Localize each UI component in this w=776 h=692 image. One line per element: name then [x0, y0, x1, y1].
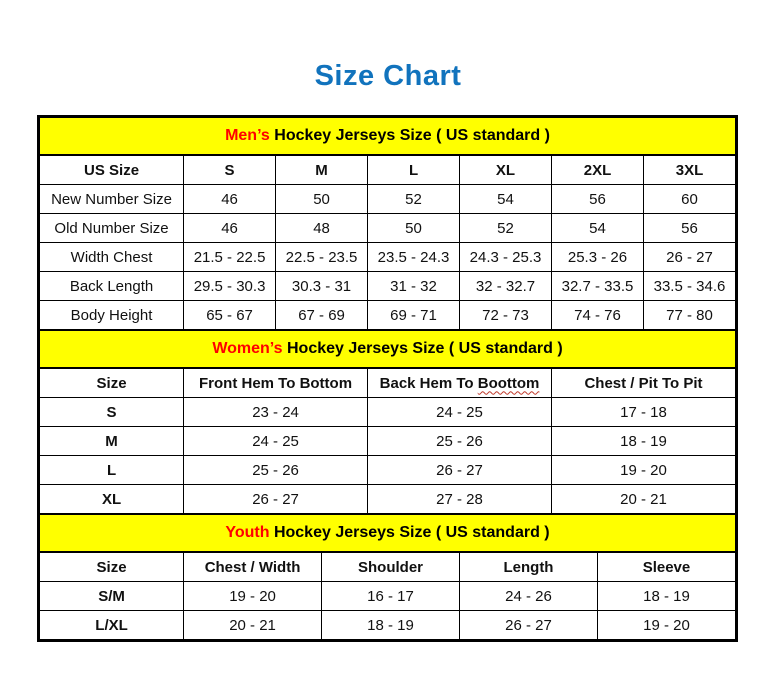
mens-cell-r0-c5: 60 — [643, 185, 735, 214]
mens-cell-r3-c1: 30.3 - 31 — [276, 272, 368, 301]
womens-cell-r1-c0: 24 - 25 — [184, 427, 368, 456]
mens-cell-r4-c4: 74 - 76 — [552, 301, 644, 330]
youth-row-label-0: S/M — [40, 582, 184, 611]
mens-cell-r1-c0: 46 — [184, 214, 276, 243]
youth-cell-r0-c3: 18 - 19 — [597, 582, 735, 611]
mens-cell-r3-c3: 32 - 32.7 — [460, 272, 552, 301]
youth-section-title-rest: Hockey Jerseys Size ( US standard ) — [269, 524, 550, 541]
mens-table-row-3 — [40, 272, 736, 301]
mens-column-header-6: 3XL — [643, 155, 735, 185]
youth-table-row-1 — [40, 611, 736, 640]
youth-cell-r0-c0: 19 - 20 — [184, 582, 322, 611]
womens-section-title-rest: Hockey Jerseys Size ( US standard ) — [282, 340, 563, 357]
size-chart-container — [37, 115, 738, 642]
youth-column-header-0: Size — [40, 552, 184, 582]
mens-column-header-1: S — [184, 155, 276, 185]
mens-column-header-2: M — [276, 155, 368, 185]
womens-column-header-1: Front Hem To Bottom — [184, 368, 368, 398]
mens-row-label-4: Body Height — [40, 301, 184, 330]
mens-cell-r2-c4: 25.3 - 26 — [552, 243, 644, 272]
womens-row-label-2: L — [40, 456, 184, 485]
mens-cell-r4-c5: 77 - 80 — [643, 301, 735, 330]
womens-table-row-3 — [40, 485, 736, 514]
youth-cell-r1-c2: 26 - 27 — [460, 611, 598, 640]
mens-row-label-0: New Number Size — [40, 185, 184, 214]
mens-column-header-3: L — [368, 155, 460, 185]
womens-cell-r0-c2: 17 - 18 — [552, 398, 736, 427]
mens-cell-r3-c5: 33.5 - 34.6 — [643, 272, 735, 301]
youth-header-row — [40, 552, 736, 582]
mens-cell-r3-c2: 31 - 32 — [368, 272, 460, 301]
womens-section-title-highlight: Women’s — [212, 340, 283, 357]
womens-cell-r3-c0: 26 - 27 — [184, 485, 368, 514]
womens-cell-r1-c1: 25 - 26 — [368, 427, 552, 456]
youth-cell-r1-c1: 18 - 19 — [322, 611, 460, 640]
youth-size-table — [39, 514, 736, 640]
youth-column-header-2: Shoulder — [322, 552, 460, 582]
womens-cell-r2-c0: 25 - 26 — [184, 456, 368, 485]
mens-section-title — [40, 118, 736, 156]
womens-cell-r0-c0: 23 - 24 — [184, 398, 368, 427]
misspelled-word-squiggle: Boottom — [477, 374, 540, 392]
youth-row-label-1: L/XL — [40, 611, 184, 640]
womens-column-header-0: Size — [40, 368, 184, 398]
mens-row-label-1: Old Number Size — [40, 214, 184, 243]
womens-row-label-3: XL — [40, 485, 184, 514]
mens-cell-r1-c2: 50 — [368, 214, 460, 243]
womens-column-header-2 — [368, 368, 552, 398]
mens-cell-r4-c1: 67 - 69 — [276, 301, 368, 330]
youth-column-header-1: Chest / Width — [184, 552, 322, 582]
mens-cell-r0-c4: 56 — [552, 185, 644, 214]
youth-cell-r1-c0: 20 - 21 — [184, 611, 322, 640]
mens-size-table — [39, 117, 736, 330]
youth-table-row-0 — [40, 582, 736, 611]
mens-table-row-0 — [40, 185, 736, 214]
womens-section-title — [40, 331, 736, 369]
mens-table-row-4 — [40, 301, 736, 330]
mens-cell-r3-c0: 29.5 - 30.3 — [184, 272, 276, 301]
mens-cell-r0-c0: 46 — [184, 185, 276, 214]
womens-cell-r3-c2: 20 - 21 — [552, 485, 736, 514]
womens-cell-r2-c1: 26 - 27 — [368, 456, 552, 485]
youth-column-header-4: Sleeve — [597, 552, 735, 582]
mens-cell-r1-c1: 48 — [276, 214, 368, 243]
youth-column-header-3: Length — [460, 552, 598, 582]
mens-cell-r0-c2: 52 — [368, 185, 460, 214]
mens-section-title-rest: Hockey Jerseys Size ( US standard ) — [269, 127, 550, 144]
womens-size-table — [39, 330, 736, 514]
mens-header-row — [40, 155, 736, 185]
mens-cell-r2-c0: 21.5 - 22.5 — [184, 243, 276, 272]
mens-cell-r0-c3: 54 — [460, 185, 552, 214]
mens-cell-r2-c3: 24.3 - 25.3 — [460, 243, 552, 272]
womens-row-label-1: M — [40, 427, 184, 456]
mens-cell-r4-c3: 72 - 73 — [460, 301, 552, 330]
womens-row-label-0: S — [40, 398, 184, 427]
mens-cell-r1-c3: 52 — [460, 214, 552, 243]
page-title: Size Chart — [314, 60, 462, 92]
mens-cell-r2-c2: 23.5 - 24.3 — [368, 243, 460, 272]
youth-section-title — [40, 515, 736, 553]
womens-column-header-2-text: Back Hem To — [379, 374, 478, 392]
mens-cell-r4-c0: 65 - 67 — [184, 301, 276, 330]
mens-section-title-highlight: Men’s — [225, 127, 270, 144]
mens-row-label-2: Width Chest — [40, 243, 184, 272]
mens-column-header-5: 2XL — [552, 155, 644, 185]
womens-table-row-1 — [40, 427, 736, 456]
youth-cell-r0-c2: 24 - 26 — [460, 582, 598, 611]
mens-cell-r2-c1: 22.5 - 23.5 — [276, 243, 368, 272]
mens-column-header-0: US Size — [40, 155, 184, 185]
womens-cell-r0-c1: 24 - 25 — [368, 398, 552, 427]
youth-cell-r0-c1: 16 - 17 — [322, 582, 460, 611]
youth-section-title-highlight: Youth — [225, 524, 270, 541]
mens-table-row-1 — [40, 214, 736, 243]
womens-column-header-3: Chest / Pit To Pit — [552, 368, 736, 398]
womens-header-row — [40, 368, 736, 398]
womens-table-row-2 — [40, 456, 736, 485]
youth-cell-r1-c3: 19 - 20 — [597, 611, 735, 640]
mens-cell-r2-c5: 26 - 27 — [643, 243, 735, 272]
mens-cell-r1-c5: 56 — [643, 214, 735, 243]
womens-cell-r1-c2: 18 - 19 — [552, 427, 736, 456]
womens-table-row-0 — [40, 398, 736, 427]
mens-cell-r0-c1: 50 — [276, 185, 368, 214]
mens-column-header-4: XL — [460, 155, 552, 185]
mens-cell-r4-c2: 69 - 71 — [368, 301, 460, 330]
womens-cell-r3-c1: 27 - 28 — [368, 485, 552, 514]
mens-row-label-3: Back Length — [40, 272, 184, 301]
mens-cell-r1-c4: 54 — [552, 214, 644, 243]
womens-cell-r2-c2: 19 - 20 — [552, 456, 736, 485]
mens-table-row-2 — [40, 243, 736, 272]
mens-cell-r3-c4: 32.7 - 33.5 — [552, 272, 644, 301]
